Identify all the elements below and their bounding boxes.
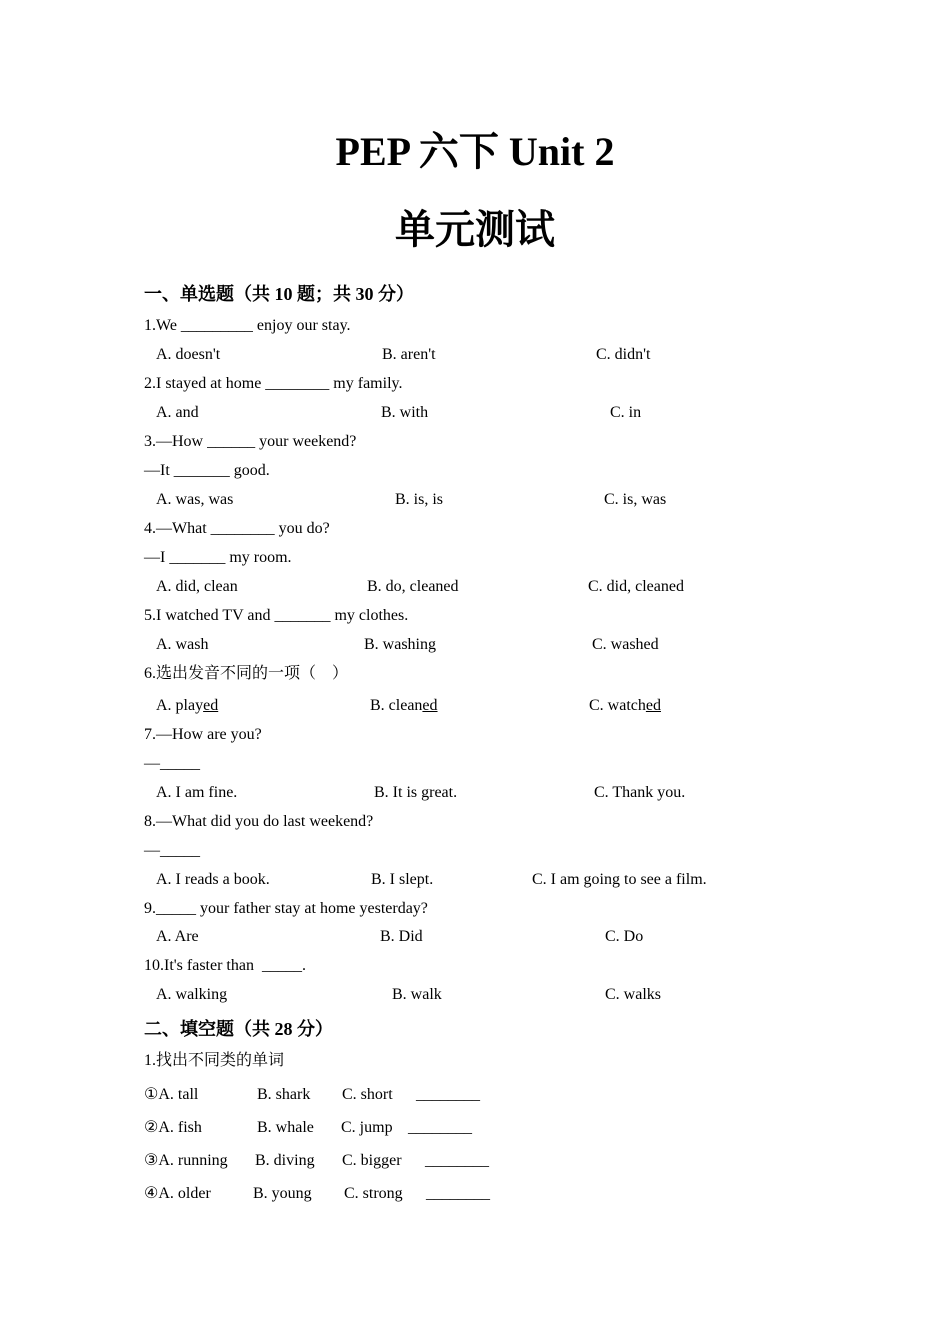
fill-row-4-option-b: B. young [253, 1185, 312, 1202]
question-9-option-b: B. Did [380, 928, 423, 945]
question-2-stem: 2.I stayed at home ________ my family. [144, 375, 403, 392]
question-5-option-b: B. washing [364, 636, 436, 653]
question-3-option-c: C. is, was [604, 491, 667, 508]
question-8-option-b: B. I slept. [371, 871, 434, 888]
question-6-stem: 6.选出发音不同的一项（ ） [144, 665, 349, 682]
question-6-option-a-underlined: ed [203, 697, 219, 714]
question-8-stem-2: —_____ [144, 842, 200, 859]
question-10-stem: 10.It's faster than _____. [144, 957, 306, 974]
question-4-option-c: C. did, cleaned [588, 578, 684, 595]
fill-row-2-option-a: ②A. fish [144, 1119, 202, 1136]
fill-row-1-option-c: C. short [342, 1086, 393, 1103]
fill-row-4-blank: ________ [426, 1185, 490, 1202]
section-heading-fill-in: 二、填空题（共 28 分） [144, 1019, 333, 1039]
question-6-option-c [589, 696, 661, 716]
question-6-option-a [156, 696, 218, 716]
question-1-stem: 1.We _________ enjoy our stay. [144, 317, 351, 334]
question-2-option-a: A. and [156, 404, 199, 421]
question-8-stem: 8.—What did you do last weekend? [144, 813, 374, 830]
question-7-option-b: B. It is great. [374, 784, 458, 801]
fill-row-1-blank: ________ [416, 1086, 480, 1103]
question-2-option-c: C. in [610, 404, 642, 421]
question-1-option-a: A. doesn't [156, 346, 221, 363]
title-line-2: 单元测试 [395, 207, 555, 252]
fill-row-2-blank: ________ [408, 1119, 472, 1136]
question-7-option-a: A. I am fine. [156, 784, 238, 801]
question-4-stem-2: —I _______ my room. [144, 549, 292, 566]
question-10-option-a: A. walking [156, 986, 228, 1003]
question-4-option-b: B. do, cleaned [367, 578, 459, 595]
question-3-stem: 3.—How ______ your weekend? [144, 433, 357, 450]
question-7-stem-2: —_____ [144, 755, 200, 772]
question-10-option-c: C. walks [605, 986, 661, 1003]
title-line-1: PEP 六下 Unit 2 [335, 129, 615, 174]
question-4-stem: 4.—What ________ you do? [144, 520, 330, 537]
fill-row-1-option-a: ①A. tall [144, 1086, 199, 1103]
question-6-option-b [370, 696, 438, 716]
question-9-option-c: C. Do [605, 928, 644, 945]
question-3-stem-2: —It _______ good. [144, 462, 270, 479]
question-5-stem: 5.I watched TV and _______ my clothes. [144, 607, 409, 624]
question-6-option-c-text: C. watch [589, 697, 646, 714]
question-1-option-b: B. aren't [382, 346, 436, 363]
fill-row-3-option-b: B. diving [255, 1152, 315, 1169]
section-heading-single-choice: 一、单选题（共 10 题；共 30 分） [144, 284, 414, 304]
fill-row-2-option-c: C. jump [341, 1119, 393, 1136]
question-3-option-a: A. was, was [156, 491, 234, 508]
fill-row-4-option-c: C. strong [344, 1185, 403, 1202]
question-9-stem: 9._____ your father stay at home yesterday? [144, 900, 428, 917]
question-1-option-c: C. didn't [596, 346, 651, 363]
question-6-option-a-text: A. play [156, 697, 204, 714]
fill-row-3-option-c: C. bigger [342, 1152, 402, 1169]
fill-row-3-blank: ________ [425, 1152, 489, 1169]
question-7-stem: 7.—How are you? [144, 726, 262, 743]
fill-row-3-option-a: ③A. running [144, 1152, 228, 1169]
question-2-option-b: B. with [381, 404, 429, 421]
question-6-option-b-underlined: ed [422, 697, 438, 714]
question-5-option-c: C. washed [592, 636, 659, 653]
fill-row-2-option-b: B. whale [257, 1119, 314, 1136]
fill-row-4-option-a: ④A. older [144, 1185, 211, 1202]
question-8-option-c: C. I am going to see a film. [532, 871, 707, 888]
question-5-option-a: A. wash [156, 636, 209, 653]
fill-question-1-stem: 1.找出不同类的单词 [144, 1052, 285, 1069]
fill-row-1-option-b: B. shark [257, 1086, 311, 1103]
question-6-option-c-underlined: ed [645, 697, 661, 714]
question-4-option-a: A. did, clean [156, 578, 238, 595]
question-10-option-b: B. walk [392, 986, 442, 1003]
question-9-option-a: A. Are [156, 928, 199, 945]
question-6-option-b-text: B. clean [370, 697, 423, 714]
question-3-option-b: B. is, is [395, 491, 444, 508]
question-8-option-a: A. I reads a book. [156, 871, 270, 888]
question-7-option-c: C. Thank you. [594, 784, 686, 801]
